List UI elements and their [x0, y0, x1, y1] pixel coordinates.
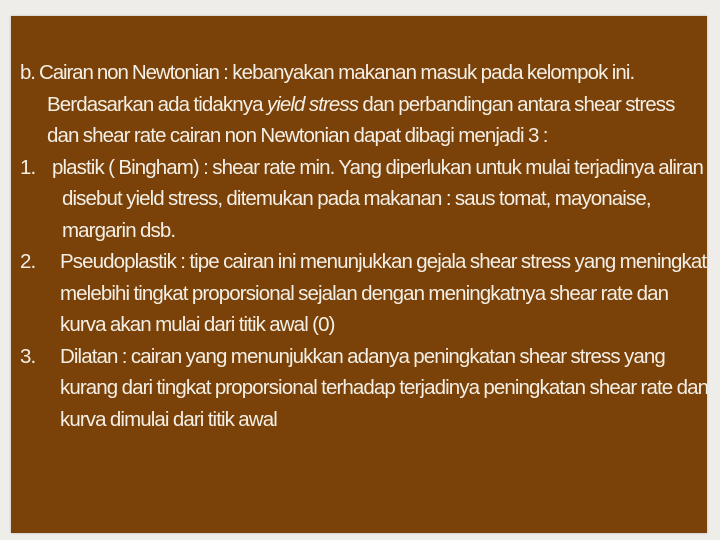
list-item-plastik	[20, 152, 710, 247]
intro-italic-term: yield stress	[266, 92, 359, 116]
list-item-text: Dilatan : cairan yang menunjukkan adanya peningkatan shear stress yang kurang dari tingkat proporsional terhadap terjadinya peningkatan shear rate dan kurva dimulai dari titik awal	[60, 344, 709, 431]
list-item-dilatan	[20, 341, 710, 436]
list-item-number: 3.	[20, 344, 36, 368]
list-item-pseudoplastik	[20, 246, 710, 341]
classification-list	[20, 152, 710, 436]
list-item-number: 1.	[20, 155, 36, 179]
intro-text-part-1: : kebanyakan makanan masuk pada kelompok ini. Berdasarkan ada tidaknya	[47, 61, 635, 116]
intro-text-part-2: dan perbandingan antara shear stress dan shear rate cairan non Newtonian dapat dibagi menjadi 3 :	[47, 92, 675, 147]
intro-lead: b. Cairan non Newtonian	[20, 61, 219, 84]
list-item-text: plastik ( Bingham) : shear rate min. Yang diperlukan untuk mulai terjadinya aliran disebut yield stress, ditemukan pada makanan : saus tomat, mayonaise, margarin dsb.	[52, 155, 703, 242]
slide-content	[20, 57, 710, 435]
list-item-text: Pseudoplastik : tipe cairan ini menunjukkan gejala shear stress yang meningkat melebihi tingkat proporsional sejalan dengan meningkatnya shear rate dan kurva akan mulai dari titik awal (0)	[60, 250, 707, 336]
intro-paragraph	[20, 57, 710, 152]
list-item-number: 2.	[20, 250, 36, 273]
